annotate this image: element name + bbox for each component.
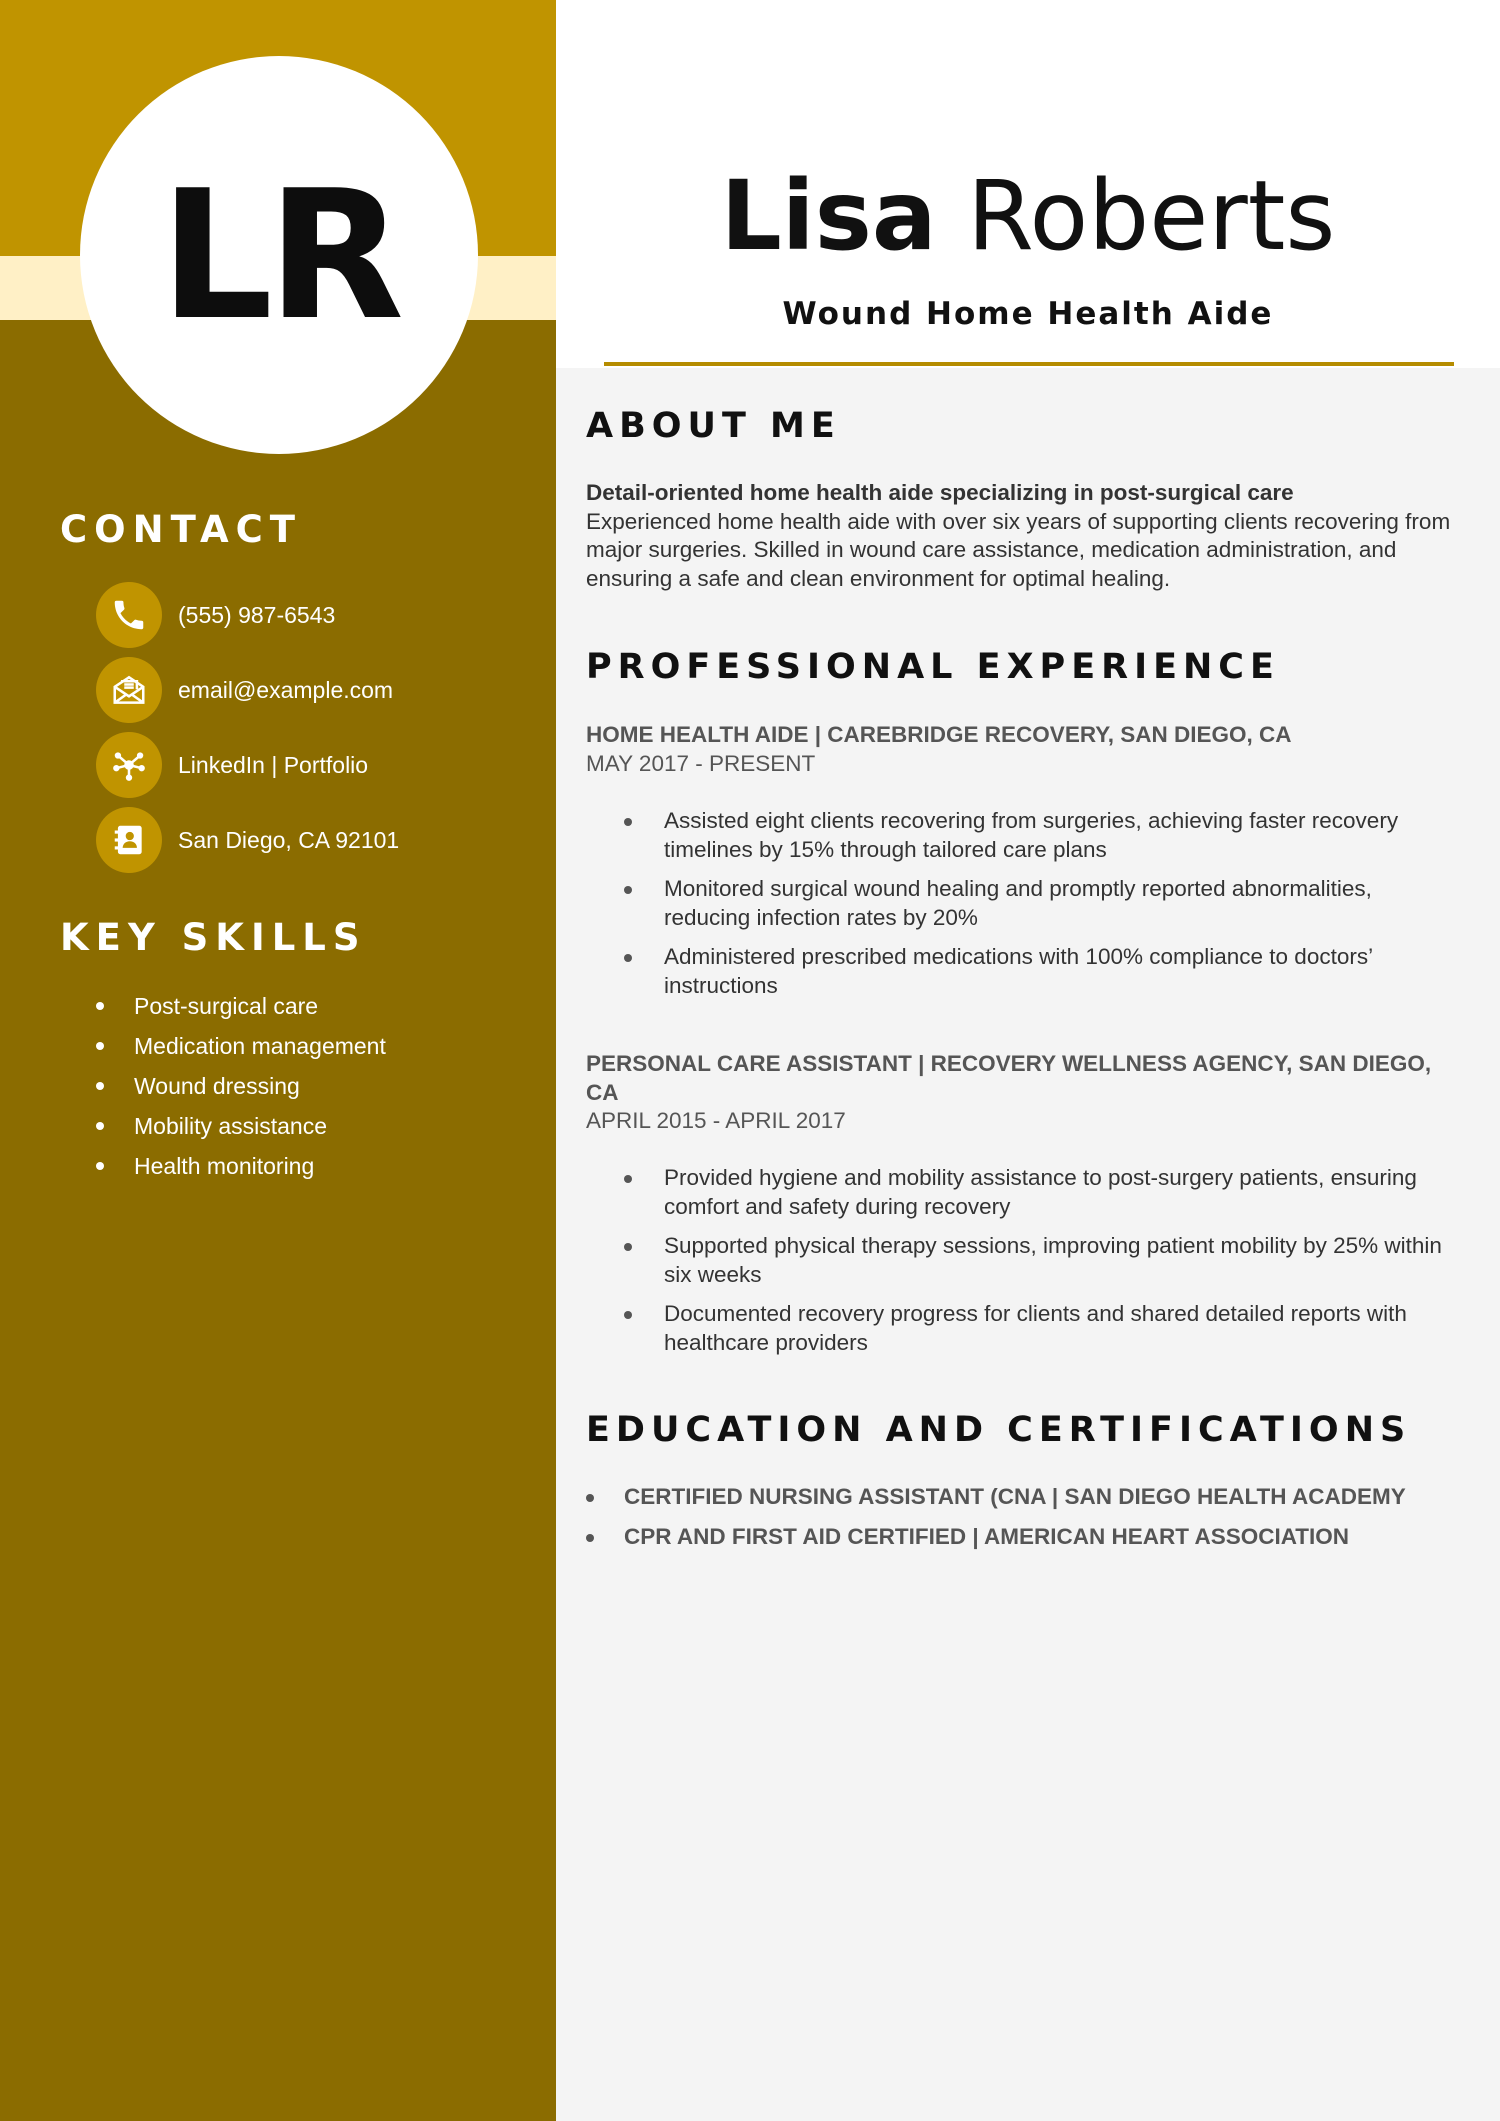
job-title-company: PERSONAL CARE ASSISTANT | RECOVERY WELLNESS AGENCY, SAN DIEGO, CA xyxy=(586,1051,1432,1105)
header-divider xyxy=(604,362,1454,366)
header xyxy=(556,0,1500,368)
skill-label: Health monitoring xyxy=(134,1153,315,1179)
skill-item xyxy=(96,1106,386,1146)
education-heading: EDUCATION AND CERTIFICATIONS xyxy=(586,1410,1412,1450)
contact-heading: CONTACT xyxy=(60,508,302,551)
skill-item xyxy=(96,1026,386,1066)
candidate-name xyxy=(556,160,1500,272)
experience-heading: PROFESSIONAL EXPERIENCE xyxy=(586,647,1280,687)
contact-list xyxy=(96,582,399,882)
job-bullet: Administered prescribed medications with 100% compliance to doctors’ instructions xyxy=(616,943,1456,1000)
skill-item xyxy=(96,1066,386,1106)
skill-label: Medication management xyxy=(134,1033,386,1059)
job-bullets xyxy=(616,1164,1456,1368)
sidebar xyxy=(0,0,556,2121)
about-section xyxy=(586,479,1466,593)
main-body xyxy=(556,368,1500,2121)
about-heading: ABOUT ME xyxy=(586,406,841,446)
bullet-dot xyxy=(96,1082,104,1090)
job-dates: MAY 2017 - PRESENT xyxy=(586,750,816,776)
bullet-dot xyxy=(96,1042,104,1050)
address-text: San Diego, CA 92101 xyxy=(178,826,400,853)
monogram-circle xyxy=(80,56,478,454)
job-bullet: Documented recovery progress for clients and shared detailed reports with healthcare providers xyxy=(616,1300,1456,1357)
main-content xyxy=(556,0,1500,2121)
job-bullet: Assisted eight clients recovering from surgeries, achieving faster recovery timelines by 15% through tailored care plans xyxy=(616,807,1456,864)
skill-label: Mobility assistance xyxy=(134,1113,328,1139)
monogram-initials: LR xyxy=(159,151,399,359)
about-lead: Detail-oriented home health aide specializing in post-surgical care xyxy=(586,480,1294,505)
contact-phone xyxy=(96,582,399,648)
job-bullet: Supported physical therapy sessions, improving patient mobility by 25% within six weeks xyxy=(616,1232,1456,1289)
job-bullets xyxy=(616,807,1456,1011)
phone-icon xyxy=(96,582,162,648)
bullet-dot xyxy=(96,1162,104,1170)
job-bullet: Provided hygiene and mobility assistance to post-surgery patients, ensuring comfort and safety during recovery xyxy=(616,1164,1456,1221)
job-title-company: HOME HEALTH AIDE | CAREBRIDGE RECOVERY, SAN DIEGO, CA xyxy=(586,722,1292,747)
about-body: Experienced home health aide with over six years of supporting clients recovering from major surgeries. Skilled in wound care assistance, medication administration, and ensuring a safe and clean environment for optimal healing. xyxy=(586,508,1451,591)
skills-heading: KEY SKILLS xyxy=(60,916,367,959)
first-name: Lisa xyxy=(720,160,937,272)
skill-label: Wound dressing xyxy=(134,1073,300,1099)
linkedin-portfolio-link[interactable]: LinkedIn | Portfolio xyxy=(178,751,369,778)
job-header xyxy=(586,721,1446,778)
job-title: Wound Home Health Aide xyxy=(782,296,1274,332)
bullet-dot xyxy=(96,1122,104,1130)
education-item: CERTIFIED NURSING ASSISTANT (CNA | SAN DIEGO HEALTH ACADEMY xyxy=(586,1483,1466,1512)
phone-link[interactable]: (555) 987-6543 xyxy=(178,601,336,628)
email-icon xyxy=(96,657,162,723)
job-header xyxy=(586,1050,1446,1136)
skills-list xyxy=(96,986,386,1186)
skill-label: Post-surgical care xyxy=(134,993,319,1019)
education-item: CPR AND FIRST AID CERTIFIED | AMERICAN HEART ASSOCIATION xyxy=(586,1523,1466,1552)
contact-linkedin xyxy=(96,732,399,798)
skill-item xyxy=(96,986,386,1026)
address-book-icon xyxy=(96,807,162,873)
skill-item xyxy=(96,1146,386,1186)
bullet-dot xyxy=(96,1002,104,1010)
job-dates: APRIL 2015 - APRIL 2017 xyxy=(586,1108,846,1133)
contact-email xyxy=(96,657,399,723)
job-bullet: Monitored surgical wound healing and promptly reported abnormalities, reducing infection rates by 20% xyxy=(616,875,1456,932)
email-link[interactable]: email@example.com xyxy=(178,676,394,703)
education-list xyxy=(586,1483,1466,1562)
contact-address xyxy=(96,807,399,873)
network-icon xyxy=(96,732,162,798)
last-name: Roberts xyxy=(967,160,1336,272)
